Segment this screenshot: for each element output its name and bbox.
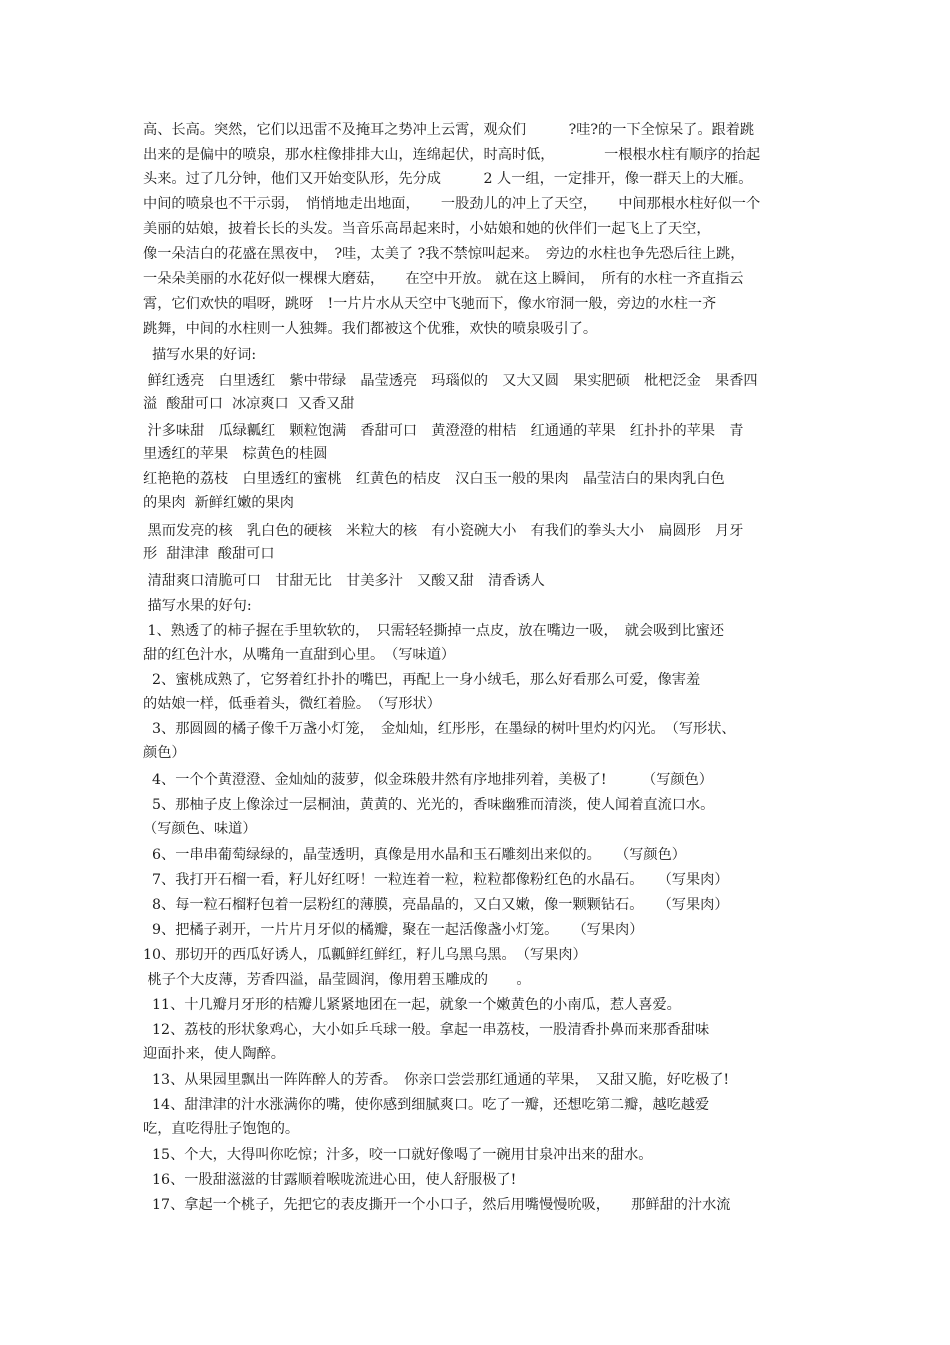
- text-line: 2、蜜桃成熟了，它努着红扑扑的嘴巴，再配上一身小绒毛，那么好看那么可爱，像害羞: [143, 672, 701, 688]
- text-line: 清甜爽口清脆可口 甘甜无比 甘美多汁 又酸又甜 清香诱人: [143, 573, 545, 589]
- text-line: 的姑娘一样，低垂着头，微红着脸。 （写形状）: [143, 696, 441, 712]
- text-line: 11、十几瓣月牙形的桔瓣儿紧紧地团在一起，就象一个嫩黄色的小南瓜，惹人喜爱。: [143, 997, 681, 1013]
- text-line: 像一朵洁白的花盛在黑夜中， ?哇，太美了 ?我不禁惊叫起来。 旁边的水柱也争先恐后往上跳，: [143, 246, 745, 262]
- section-heading: 描写水果的好句:: [143, 598, 252, 614]
- text-line: 红艳艳的荔枝 白里透红的蜜桃 红黄色的桔皮 汉白玉一般的果肉 晶莹洁白的果肉乳白色: [143, 471, 725, 487]
- text-line: 3、那圆圆的橘子像千万盏小灯笼， 金灿灿，红彤彤，在墨绿的树叶里灼灼闪光。 （写形状、: [143, 721, 736, 737]
- text-line: 14、甜津津的汁水涨满你的嘴，使你感到细腻爽口。吃了一瓣，还想吃第二瓣，越吃越爱: [143, 1097, 710, 1113]
- text-line: （写颜色、味道）: [143, 821, 257, 837]
- text-line: 美丽的姑娘，披着长长的头发。当音乐高昂起来时，小姑娘和她的伙伴们一起飞上了天空，: [143, 221, 711, 237]
- text-line: 甜的红色汁水，从嘴角一直甜到心里。 （写味道）: [143, 647, 456, 663]
- text-line: 鲜红透亮 白里透红 紫中带绿 晶莹透亮 玛瑙似的 又大又圆 果实肥硕 枇杷泛金 果香四: [143, 373, 758, 389]
- text-line: 13、从果园里飘出一阵阵醉人的芳香。 你亲口尝尝那红通通的苹果， 又甜又脆，好吃极了!: [143, 1072, 730, 1088]
- text-line: 高、长高。突然，它们以迅雷不及掩耳之势冲上云霄，观众们 ?哇?的一下全惊呆了。跟着跳: [143, 122, 755, 138]
- text-line: 桃子个大皮薄，芳香四溢，晶莹圆润，像用碧玉雕成的 。: [143, 972, 531, 988]
- text-line: 15、个大，大得叫你吃惊；汁多，咬一口就好像喝了一碗用甘泉冲出来的甜水。: [143, 1147, 653, 1163]
- text-line: 的果肉 新鲜红嫩的果肉: [143, 495, 294, 511]
- text-line: 4、一个个黄澄澄、金灿灿的菠萝，似金珠般井然有序地排列着，美极了! （写颜色）: [143, 772, 713, 788]
- text-line: 颜色）: [143, 745, 186, 761]
- text-line: 中间的喷泉也不干示弱， 悄悄地走出地面， 一股劲儿的冲上了天空， 中间那根水柱好似一个: [143, 196, 761, 212]
- text-line: 出来的是偏中的喷泉，那水柱像排排大山，连绵起伏，时高时低， 一根根水柱有顺序的抬起: [143, 147, 761, 163]
- text-line: 6、一串串葡萄绿绿的，晶莹透明，真像是用水晶和玉石雕刻出来似的。 （写颜色）: [143, 847, 686, 863]
- section-heading: 描写水果的好词:: [143, 347, 257, 363]
- text-line: 8、每一粒石榴籽包着一层粉红的薄膜，亮晶晶的，又白又嫩，像一颗颗钻石。 （写果肉）: [143, 897, 729, 913]
- text-line: 10、那切开的西瓜好诱人，瓜瓤鲜红鲜红，籽儿乌黑乌黑。 （写果肉）: [143, 947, 587, 963]
- text-line: 16、一股甜滋滋的甘露顺着喉咙流进心田，使人舒服极了!: [143, 1172, 517, 1188]
- text-line: 汁多味甜 瓜绿瓤红 颗粒饱满 香甜可口 黄澄澄的柑桔 红通通的苹果 红扑扑的苹果 青: [143, 423, 744, 439]
- text-line: 霄，它们欢快的唱呀，跳呀 !一片片水从天空中飞驰而下，像水帘洞一般，旁边的水柱一齐: [143, 296, 717, 312]
- text-line: 吃，直吃得肚子饱饱的。: [143, 1121, 300, 1137]
- text-line: 形 甜津津 酸甜可口: [143, 546, 275, 562]
- text-line: 里透红的苹果 棕黄色的桂圆: [143, 446, 328, 462]
- text-line: 7、我打开石榴一看，籽儿好红呀！一粒连着一粒，粒粒都像粉红色的水晶石。 （写果肉）: [143, 872, 729, 888]
- text-line: 17、拿起一个桃子，先把它的表皮撕开一个小口子，然后用嘴慢慢吮吸， 那鲜甜的汁水流: [143, 1197, 731, 1213]
- text-line: 跳舞，中间的水柱则一人独舞。我们都被这个优雅，欢快的喷泉吸引了。: [143, 321, 598, 337]
- text-line: 5、那柚子皮上像涂过一层桐油，黄黄的、光光的，香味幽雅而清淡，使人闻着直流口水。: [143, 797, 715, 813]
- text-line: 迎面扑来，使人陶醉。: [143, 1046, 285, 1062]
- text-line: 溢 酸甜可口 冰凉爽口 又香又甜: [143, 396, 355, 412]
- text-line: 12、荔枝的形状象鸡心，大小如乒乓球一般。拿起一串荔枝，一股清香扑鼻而来那香甜味: [143, 1022, 710, 1038]
- text-line: 黑而发亮的核 乳白色的硬核 米粒大的核 有小瓷碗大小 有我们的拳头大小 扁圆形 月牙: [143, 523, 744, 539]
- text-line: 一朵朵美丽的水花好似一棵棵大磨菇， 在空中开放。 就在这上瞬间， 所有的水柱一齐直指云: [143, 271, 744, 287]
- text-line: 头来。过了几分钟，他们又开始变队形，先分成 2 人一组，一定排开，像一群天上的大雁。: [143, 171, 753, 187]
- text-line: 9、把橘子剥开，一片片月牙似的橘瓣，聚在一起活像盏小灯笼。 （写果肉）: [143, 922, 644, 938]
- text-line: 1、熟透了的柿子握在手里软软的， 只需轻轻撕掉一点皮，放在嘴边一吸， 就会吸到比蜜还: [143, 623, 725, 639]
